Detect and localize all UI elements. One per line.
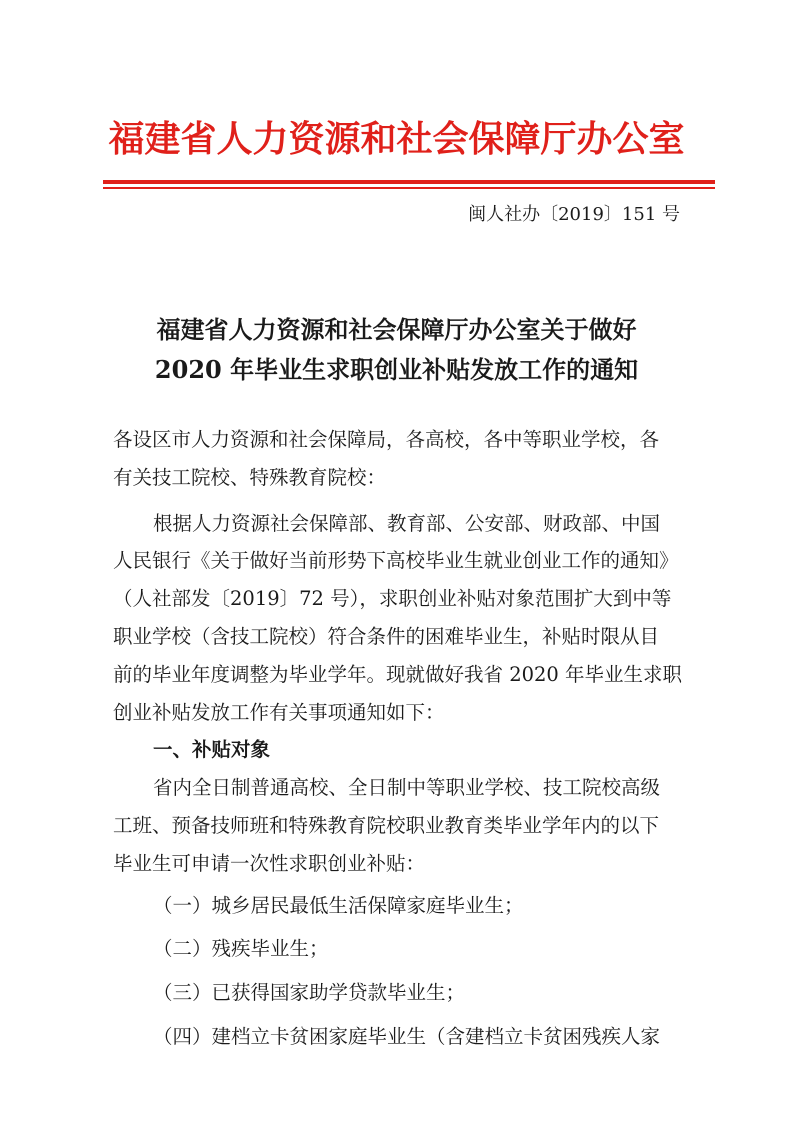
paragraph-line: 职业学校（含技工院校）符合条件的困难毕业生，补贴时限从目 <box>113 624 660 648</box>
document-number: 闽人社办〔2019〕151 号 <box>468 204 680 225</box>
paragraph-line: 毕业生可申请一次性求职创业补贴： <box>113 851 426 875</box>
document-title-line: 2020 年毕业生求职创业补贴发放工作的通知 <box>154 355 639 384</box>
paragraph-line: 省内全日制普通高校、全日制中等职业学校、技工院校高级 <box>153 776 661 800</box>
paragraph-line: 人民银行《关于做好当前形势下高校毕业生就业创业工作的通知》 <box>113 549 679 573</box>
list-item: （二）残疾毕业生； <box>153 937 329 961</box>
paragraph-line: 创业补贴发放工作有关事项通知如下： <box>113 700 445 724</box>
paragraph-line: 工班、预备技师班和特殊教育院校职业教育类毕业学年内的以下 <box>113 813 660 837</box>
issuing-office-title: 福建省人力资源和社会保障厅办公室 <box>108 118 685 160</box>
section-heading: 一、补贴对象 <box>153 738 271 762</box>
document-title-line: 福建省人力资源和社会保障厅办公室关于做好 <box>156 315 637 344</box>
document-title <box>0 310 793 390</box>
paragraph-line: 根据人力资源社会保障部、教育部、公安部、财政部、中国 <box>153 511 661 535</box>
paragraph-line: 前的毕业年度调整为毕业学年。现就做好我省 2020 年毕业生求职 <box>113 662 683 686</box>
red-header-rule-thick <box>103 180 715 184</box>
addressee-line: 有关技工院校、特殊教育院校： <box>113 465 387 489</box>
document-body <box>113 421 703 1056</box>
paragraph-line: （人社部发〔2019〕72 号），求职创业补贴对象范围扩大到中等 <box>113 587 672 611</box>
list-item: （三）已获得国家助学贷款毕业生； <box>153 981 466 1005</box>
list-item: （一）城乡居民最低生活保障家庭毕业生； <box>153 893 524 917</box>
addressee-line: 各设区市人力资源和社会保障局，各高校，各中等职业学校，各 <box>113 428 660 451</box>
red-header-rule-thin <box>103 187 715 189</box>
list-item: （四）建档立卡贫困家庭毕业生（含建档立卡贫困残疾人家 <box>153 1024 661 1048</box>
